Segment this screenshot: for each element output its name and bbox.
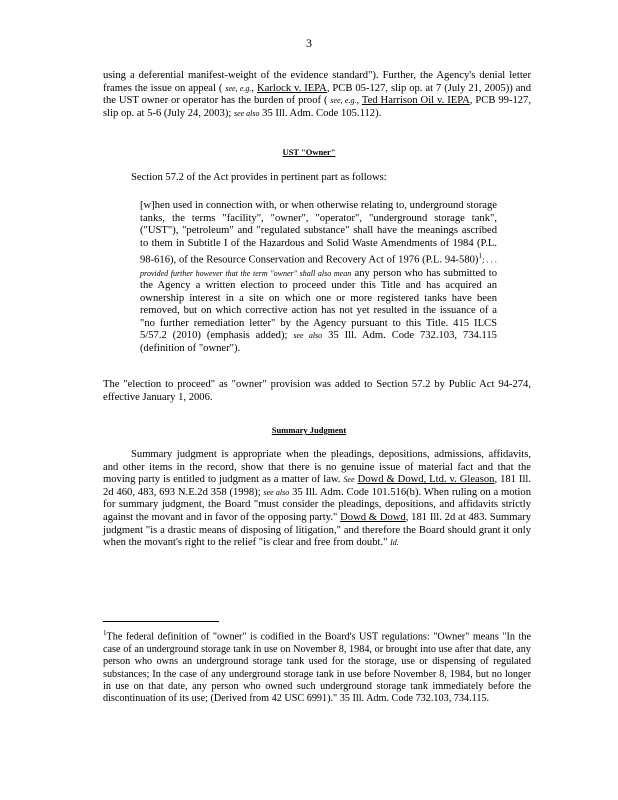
section-heading-ust-owner: UST "Owner" <box>282 147 336 157</box>
citation-ted-harrison: Ted Harrison Oil v. IEPA <box>361 95 470 107</box>
footnote-divider <box>103 621 219 622</box>
paragraph-section-57-2-intro: Section 57.2 of the Act provides in pertinent part as follows: <box>131 172 387 183</box>
citation-karlock: Karlock v. IEPA <box>257 82 327 94</box>
paragraph-summary-judgment: Summary judgment is appropriate when the pleadings, depositions, admissions, affidavits, and other items in the record, show that there is no genuine issue of material fact and that the moving party is entitled to judgment as a matter of law. See Dowd & Dowd, Ltd. v. Gleason, 181 Ill. 2d 460, 483, 693 N.E.2d 358 (1998); see also 35 Ill. Adm. Code 101.516(b). When ruling on a motion for summary judgment, the Board "must consider the pleadings, depositions, and affidavits strictly against the movant and in favor of the opposing party." Dowd & Dowd, 181 Ill. 2d at 483. Summary judgment "is a drastic means of disposing of litigation," and therefore the Board should grant it only when the movant's right to the relief "is clear and free from doubt." Id. <box>103 449 532 549</box>
section-heading-summary-judgment: Summary Judgment <box>271 425 347 435</box>
citation-dowd-gleason: Dowd & Dowd, Ltd. v. Gleason <box>357 474 495 486</box>
footnote-reference: 1 <box>478 252 482 261</box>
paragraph-standard-of-review: using a deferential manifest-weight of the evidence standard"). Further, the Agency's denial letter frames the issue on appeal ( see, e.g., Karlock v. IEPA, PCB 05-127, slip op. at 7 (July 21, 2005)) and the UST owner or operator has the burden of proof ( see, e.g., Ted Harrison Oil v. IEPA, PCB 99-127, slip op. at 5-6 (July 24, 2003); see also 35 Ill. Adm. Code 105.112). <box>103 70 531 119</box>
block-quote-section-57-2: [w]hen used in connection with, or when otherwise relating to, underground storage tanks, the terms "facility", "owner", "operator", "underground storage tank", ("UST"), "petroleum" and "regulated substance" shall have the meanings ascribed to them in Subtitle I of the Hazardous and Solid Waste Amendments of 1984 (P.L. 98-616), of the Resource Conservation and Recovery Act of 1976 (P.L. 94-580)$^1$; . . . provided further however that the term "owner" shall also mean any person who has submitted to the Agency a written election to proceed under this Title and has acquired an ownership interest in a site on which one or more registered tanks have been removed, but on which corrective action has not yet resulted in the issuance of a "no further remediation letter" by the Agency pursuant to this Title. 415 ILCS 5/57.2 (2010) (emphasis added); see also 35 Ill. Adm. Code 732.103, 734.115 (definition of "owner"). <box>140 200 497 355</box>
page-number: 3 <box>306 36 312 50</box>
footnote: $^1$The federal definition of "owner" is codified in the Board's UST regulations: "Owner" means "In the case of an underground storage tank in use on November 8, 1984, or brought into use after that date, any person who owns an underground storage tank used for the storage, use or dispensing of regulated substances; In the case of any underground storage tank in use before November 8, 1984, but no longer in use on that date, any person who owned such underground storage tank immediately before the discontinuation of its use; (Derived from 42 USC 6991)." 35 Ill. Adm. Code 732.103, 734.115. <box>103 629 531 705</box>
paragraph-public-act: The "election to proceed" as "owner" provision was added to Section 57.2 by Public Act 94-274, effective January 1, 2006. <box>103 379 531 403</box>
citation-dowd: Dowd & Dowd <box>340 511 406 523</box>
footnote-mark: 1 <box>103 629 107 637</box>
